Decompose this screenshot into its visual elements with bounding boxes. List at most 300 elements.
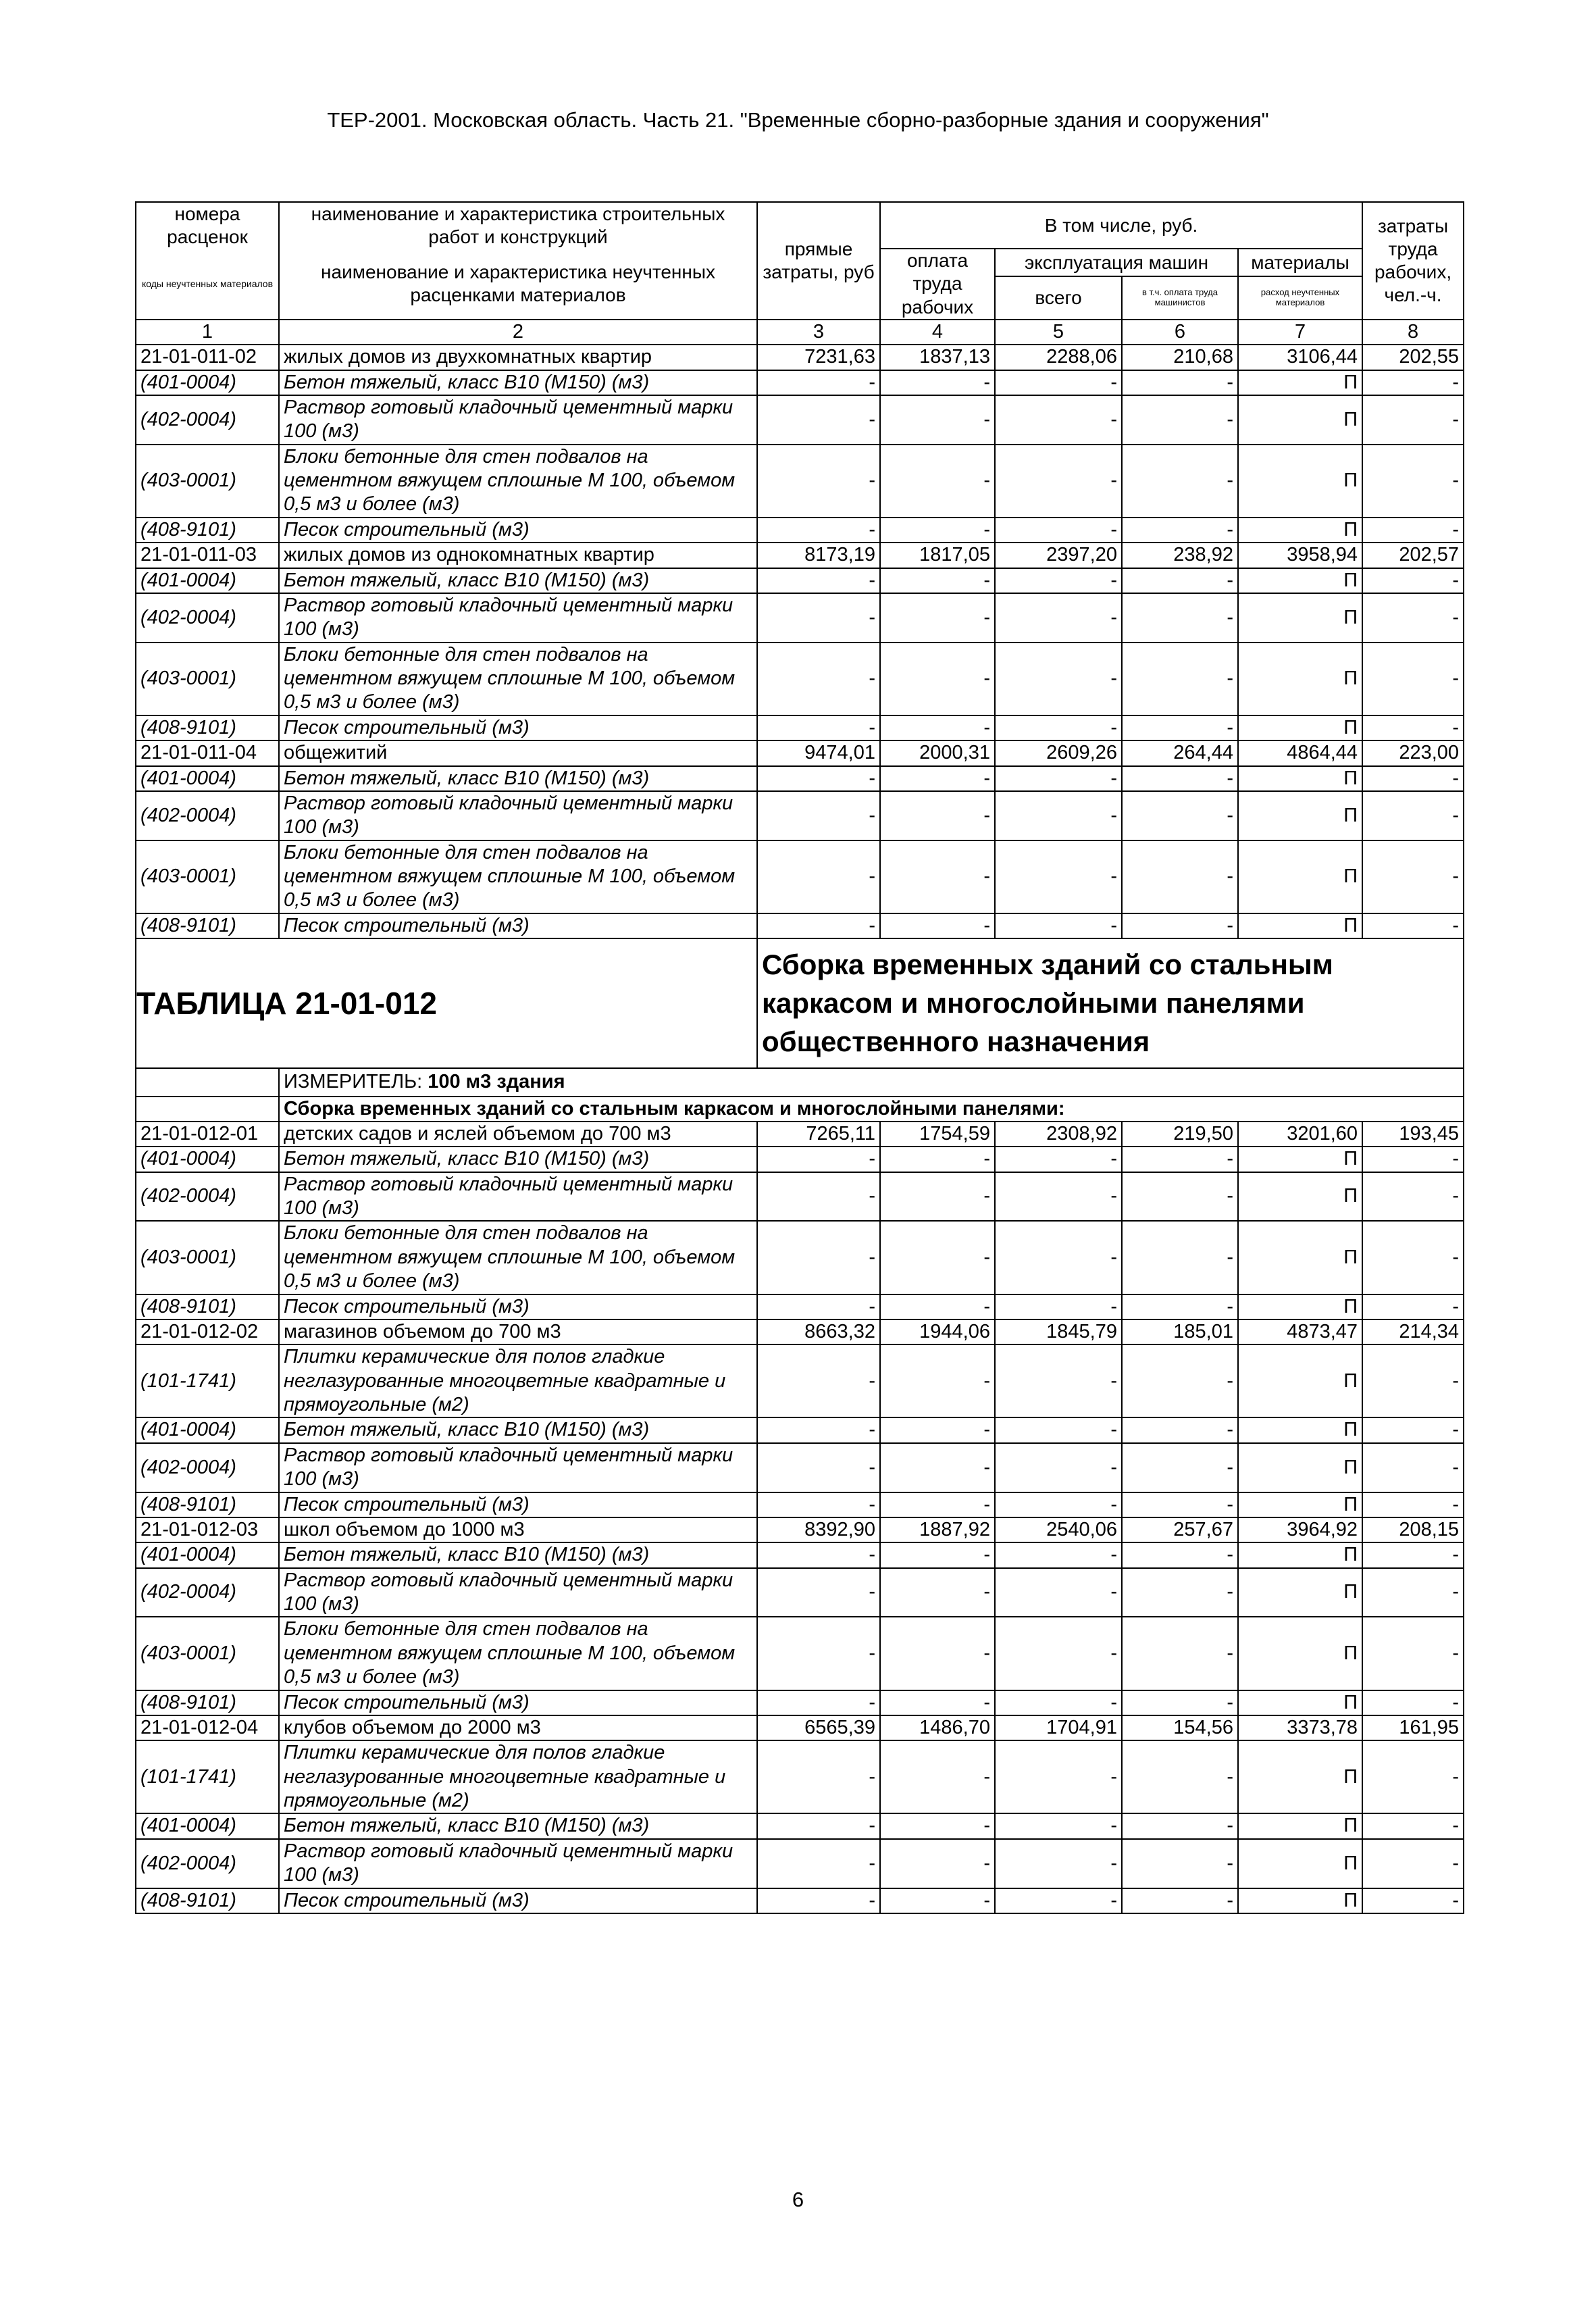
- material-name: Раствор готовый кладочный цементный марки 100 (м3): [279, 593, 757, 643]
- rate-row: [136, 1517, 1464, 1542]
- material-value: -: [1362, 766, 1464, 791]
- rate-name: общежитий: [279, 740, 757, 765]
- section-row: [136, 1097, 1464, 1122]
- material-value: -: [995, 766, 1122, 791]
- material-value: -: [1362, 1172, 1464, 1222]
- material-value: -: [995, 913, 1122, 938]
- material-code: (401-0004): [136, 370, 279, 395]
- material-value: -: [757, 791, 880, 840]
- material-value: -: [1122, 840, 1238, 913]
- material-value: -: [757, 1617, 880, 1690]
- material-code: (402-0004): [136, 1172, 279, 1222]
- material-name: Бетон тяжелый, класс В10 (М150) (м3): [279, 766, 757, 791]
- col-machines-header: эксплуатация машин: [995, 249, 1238, 276]
- material-code: (408-9101): [136, 715, 279, 740]
- material-value: -: [1362, 1221, 1464, 1294]
- material-value: -: [880, 445, 995, 518]
- material-name: Блоки бетонные для стен подвалов на цементном вяжущем сплошные М 100, объемом 0,5 м3 и более (м3): [279, 1617, 757, 1690]
- material-value: П: [1238, 1740, 1362, 1813]
- material-value: -: [757, 1172, 880, 1222]
- material-value: -: [1362, 1344, 1464, 1417]
- material-value: П: [1238, 1542, 1362, 1567]
- material-name: Раствор готовый кладочный цементный марки 100 (м3): [279, 1839, 757, 1888]
- material-value: -: [757, 1542, 880, 1567]
- rate-value: 1817,05: [880, 543, 995, 568]
- material-value: -: [880, 643, 995, 715]
- col-including-header: В том числе, руб.: [880, 202, 1362, 249]
- material-name: Бетон тяжелый, класс В10 (М150) (м3): [279, 1542, 757, 1567]
- rate-name: жилых домов из однокомнатных квартир: [279, 543, 757, 568]
- material-value: -: [757, 395, 880, 445]
- column-number: 8: [1362, 320, 1464, 345]
- material-name: Песок строительный (м3): [279, 1690, 757, 1715]
- material-row: [136, 1813, 1464, 1838]
- material-name: Песок строительный (м3): [279, 1492, 757, 1517]
- column-number: 3: [757, 320, 880, 345]
- material-value: -: [880, 1172, 995, 1222]
- col-machinist-wages-header: в т.ч. оплата труда машинистов: [1122, 276, 1238, 319]
- material-value: -: [995, 1813, 1122, 1838]
- material-value: П: [1238, 370, 1362, 395]
- material-row: [136, 1221, 1464, 1294]
- material-value: -: [880, 1417, 995, 1442]
- material-code: (401-0004): [136, 1417, 279, 1442]
- material-value: -: [995, 791, 1122, 840]
- column-number: 4: [880, 320, 995, 345]
- material-value: -: [995, 1443, 1122, 1492]
- material-row: [136, 1740, 1464, 1813]
- section-title: Сборка временных зданий со стальным каркасом и многослойными панелями:: [279, 1097, 1464, 1122]
- material-name: Раствор готовый кладочный цементный марки 100 (м3): [279, 791, 757, 840]
- material-value: -: [880, 568, 995, 593]
- material-code: (408-9101): [136, 1888, 279, 1913]
- column-number: 6: [1122, 320, 1238, 345]
- material-value: -: [880, 1542, 995, 1567]
- material-code: (403-0001): [136, 445, 279, 518]
- material-value: П: [1238, 1417, 1362, 1442]
- rate-code: 21-01-011-02: [136, 345, 279, 370]
- material-value: П: [1238, 1617, 1362, 1690]
- material-row: [136, 1690, 1464, 1715]
- material-value: -: [880, 1221, 995, 1294]
- material-name: Раствор готовый кладочный цементный марки 100 (м3): [279, 1568, 757, 1617]
- material-value: -: [1122, 568, 1238, 593]
- material-value: -: [1122, 1690, 1238, 1715]
- material-value: -: [1122, 1617, 1238, 1690]
- material-value: -: [757, 1813, 880, 1838]
- rate-value: 8173,19: [757, 543, 880, 568]
- material-value: -: [1122, 1568, 1238, 1617]
- material-code: (401-0004): [136, 766, 279, 791]
- rate-value: 193,45: [1362, 1122, 1464, 1147]
- material-value: П: [1238, 395, 1362, 445]
- col-wages-header: оплата труда рабочих: [880, 249, 995, 319]
- material-value: -: [1122, 1888, 1238, 1913]
- material-value: -: [757, 1690, 880, 1715]
- material-value: -: [1122, 518, 1238, 543]
- material-code: (101-1741): [136, 1344, 279, 1417]
- rate-row: [136, 1715, 1464, 1740]
- material-name: Плитки керамические для полов гладкие неглазурованные многоцветные квадратные и прямоугольные (м2): [279, 1344, 757, 1417]
- material-value: -: [1122, 1542, 1238, 1567]
- material-value: П: [1238, 593, 1362, 643]
- rate-row: [136, 543, 1464, 568]
- material-value: -: [1122, 1740, 1238, 1813]
- column-number: 7: [1238, 320, 1362, 345]
- material-value: -: [1122, 913, 1238, 938]
- material-value: -: [880, 1443, 995, 1492]
- rate-value: 3964,92: [1238, 1517, 1362, 1542]
- rate-code: 21-01-012-04: [136, 1715, 279, 1740]
- material-value: -: [757, 1740, 880, 1813]
- material-value: -: [757, 1888, 880, 1913]
- material-row: [136, 1147, 1464, 1172]
- material-value: -: [995, 1221, 1122, 1294]
- material-value: -: [880, 1294, 995, 1319]
- material-name: Бетон тяжелый, класс В10 (М150) (м3): [279, 370, 757, 395]
- material-value: -: [995, 568, 1122, 593]
- material-code: (402-0004): [136, 593, 279, 643]
- material-value: -: [1122, 1344, 1238, 1417]
- material-row: [136, 840, 1464, 913]
- material-row: [136, 1839, 1464, 1888]
- rate-value: 1887,92: [880, 1517, 995, 1542]
- material-value: П: [1238, 1690, 1362, 1715]
- rate-name: жилых домов из двухкомнатных квартир: [279, 345, 757, 370]
- material-value: -: [995, 1492, 1122, 1517]
- rate-value: 1944,06: [880, 1319, 995, 1344]
- rate-value: 3106,44: [1238, 345, 1362, 370]
- material-code: (402-0004): [136, 395, 279, 445]
- material-name: Плитки керамические для полов гладкие неглазурованные многоцветные квадратные и прямоугольные (м2): [279, 1740, 757, 1813]
- rate-value: 154,56: [1122, 1715, 1238, 1740]
- page-number: 6: [792, 2188, 804, 2211]
- rate-value: 7265,11: [757, 1122, 880, 1147]
- material-row: [136, 1344, 1464, 1417]
- material-value: П: [1238, 1443, 1362, 1492]
- column-number-row: [136, 320, 1464, 345]
- material-value: -: [1362, 1147, 1464, 1172]
- material-value: -: [1362, 1568, 1464, 1617]
- rate-value: 214,34: [1362, 1319, 1464, 1344]
- material-value: -: [995, 1617, 1122, 1690]
- rate-name: магазинов объемом до 700 м3: [279, 1319, 757, 1344]
- material-value: -: [757, 1568, 880, 1617]
- material-value: П: [1238, 1568, 1362, 1617]
- material-value: -: [1362, 1617, 1464, 1690]
- material-value: -: [1362, 568, 1464, 593]
- material-value: -: [1122, 643, 1238, 715]
- material-value: -: [1362, 1813, 1464, 1838]
- material-value: -: [757, 445, 880, 518]
- rate-value: 1704,91: [995, 1715, 1122, 1740]
- material-name: Бетон тяжелый, класс В10 (М150) (м3): [279, 1813, 757, 1838]
- material-value: -: [995, 1294, 1122, 1319]
- material-value: -: [1362, 1740, 1464, 1813]
- material-value: -: [880, 715, 995, 740]
- rate-code: 21-01-012-03: [136, 1517, 279, 1542]
- material-value: -: [757, 715, 880, 740]
- col-name-header: наименование и характеристика строительных работ и конструкций: [279, 202, 757, 249]
- material-value: -: [995, 395, 1122, 445]
- rate-name: клубов объемом до 2000 м3: [279, 1715, 757, 1740]
- rate-value: 202,55: [1362, 345, 1464, 370]
- page-header: ТЕР-2001. Московская область. Часть 21. "Временные сборно-разборные здания и сооружения": [327, 108, 1269, 132]
- material-value: -: [995, 1740, 1122, 1813]
- material-value: -: [880, 1344, 995, 1417]
- material-row: [136, 715, 1464, 740]
- material-value: -: [995, 1147, 1122, 1172]
- rate-value: 3373,78: [1238, 1715, 1362, 1740]
- rate-value: 1754,59: [880, 1122, 995, 1147]
- rate-value: 208,15: [1362, 1517, 1464, 1542]
- material-value: -: [1362, 1443, 1464, 1492]
- material-value: -: [1362, 1492, 1464, 1517]
- material-value: -: [757, 1221, 880, 1294]
- rate-value: 2609,26: [995, 740, 1122, 765]
- material-code: (403-0001): [136, 840, 279, 913]
- rate-value: 4873,47: [1238, 1319, 1362, 1344]
- material-value: -: [757, 518, 880, 543]
- rate-value: 8392,90: [757, 1517, 880, 1542]
- material-value: П: [1238, 1172, 1362, 1222]
- material-value: П: [1238, 568, 1362, 593]
- material-value: -: [1362, 1417, 1464, 1442]
- material-value: -: [995, 593, 1122, 643]
- material-value: П: [1238, 1147, 1362, 1172]
- material-value: -: [757, 913, 880, 938]
- measure: [279, 1068, 1464, 1096]
- material-value: -: [880, 1492, 995, 1517]
- material-name: Бетон тяжелый, класс В10 (М150) (м3): [279, 1147, 757, 1172]
- material-code: (408-9101): [136, 1294, 279, 1319]
- material-value: -: [880, 1147, 995, 1172]
- material-value: -: [995, 370, 1122, 395]
- rates-table: [135, 201, 1464, 1914]
- material-value: -: [995, 1344, 1122, 1417]
- material-value: -: [1122, 1443, 1238, 1492]
- material-value: -: [995, 518, 1122, 543]
- col-material-code-header: коды неучтенных материалов: [136, 249, 279, 319]
- col-material-name-header: наименование и характеристика неучтенных расценками материалов: [279, 249, 757, 319]
- material-value: -: [880, 518, 995, 543]
- rate-value: 219,50: [1122, 1122, 1238, 1147]
- material-code: (403-0001): [136, 643, 279, 715]
- material-row: [136, 913, 1464, 938]
- material-name: Раствор готовый кладочный цементный марки 100 (м3): [279, 1172, 757, 1222]
- rate-name: школ объемом до 1000 м3: [279, 1517, 757, 1542]
- material-code: (401-0004): [136, 1147, 279, 1172]
- material-value: -: [757, 1492, 880, 1517]
- material-value: -: [880, 593, 995, 643]
- material-code: (101-1741): [136, 1740, 279, 1813]
- table-title-row: [136, 938, 1464, 1068]
- col-code-header: номера расценок: [136, 202, 279, 249]
- material-value: -: [880, 1690, 995, 1715]
- material-value: -: [1362, 1542, 1464, 1567]
- material-value: -: [880, 1888, 995, 1913]
- column-number: 1: [136, 320, 279, 345]
- material-code: (401-0004): [136, 568, 279, 593]
- material-value: П: [1238, 766, 1362, 791]
- material-row: [136, 568, 1464, 593]
- material-row: [136, 791, 1464, 840]
- material-value: -: [1362, 1839, 1464, 1888]
- material-value: -: [995, 445, 1122, 518]
- material-value: -: [1362, 643, 1464, 715]
- material-code: (408-9101): [136, 518, 279, 543]
- column-number: 2: [279, 320, 757, 345]
- material-value: -: [995, 1568, 1122, 1617]
- material-name: Блоки бетонные для стен подвалов на цементном вяжущем сплошные М 100, объемом 0,5 м3 и более (м3): [279, 840, 757, 913]
- col-unaccounted-materials-header: расход неучтенных материалов: [1238, 276, 1362, 319]
- material-value: -: [1122, 1172, 1238, 1222]
- rate-row: [136, 1122, 1464, 1147]
- material-value: -: [1362, 593, 1464, 643]
- material-value: -: [757, 370, 880, 395]
- material-row: [136, 395, 1464, 445]
- material-value: П: [1238, 1221, 1362, 1294]
- material-name: Песок строительный (м3): [279, 715, 757, 740]
- material-value: -: [1362, 370, 1464, 395]
- col-machines-total-header: всего: [995, 276, 1122, 319]
- material-value: -: [1362, 913, 1464, 938]
- material-row: [136, 643, 1464, 715]
- rate-value: 161,95: [1362, 1715, 1464, 1740]
- rate-value: 223,00: [1362, 740, 1464, 765]
- material-name: Песок строительный (м3): [279, 518, 757, 543]
- rate-value: 210,68: [1122, 345, 1238, 370]
- material-value: -: [757, 1417, 880, 1442]
- material-value: П: [1238, 715, 1362, 740]
- material-value: -: [880, 1617, 995, 1690]
- material-value: -: [880, 913, 995, 938]
- rate-value: 257,67: [1122, 1517, 1238, 1542]
- material-value: -: [880, 1813, 995, 1838]
- material-code: (403-0001): [136, 1617, 279, 1690]
- material-value: -: [880, 395, 995, 445]
- material-name: Раствор готовый кладочный цементный марки 100 (м3): [279, 395, 757, 445]
- material-code: (408-9101): [136, 913, 279, 938]
- material-value: -: [1362, 1690, 1464, 1715]
- material-value: -: [1122, 1839, 1238, 1888]
- material-code: (402-0004): [136, 1443, 279, 1492]
- material-value: П: [1238, 1294, 1362, 1319]
- material-value: -: [1122, 1417, 1238, 1442]
- material-row: [136, 518, 1464, 543]
- rate-value: 9474,01: [757, 740, 880, 765]
- material-value: -: [757, 840, 880, 913]
- material-value: -: [1122, 395, 1238, 445]
- material-value: -: [995, 643, 1122, 715]
- measure-row: [136, 1068, 1464, 1096]
- material-value: П: [1238, 643, 1362, 715]
- header-row-1: [136, 202, 1464, 249]
- material-value: -: [1362, 791, 1464, 840]
- rate-code: 21-01-011-04: [136, 740, 279, 765]
- material-code: (401-0004): [136, 1813, 279, 1838]
- material-code: (408-9101): [136, 1492, 279, 1517]
- material-name: Песок строительный (м3): [279, 1294, 757, 1319]
- material-value: -: [1122, 1813, 1238, 1838]
- rate-value: 6565,39: [757, 1715, 880, 1740]
- material-code: (401-0004): [136, 1542, 279, 1567]
- material-code: (402-0004): [136, 1839, 279, 1888]
- material-row: [136, 1492, 1464, 1517]
- material-name: Песок строительный (м3): [279, 1888, 757, 1913]
- rate-name: детских садов и яслей объемом до 700 м3: [279, 1122, 757, 1147]
- material-name: Раствор готовый кладочный цементный марки 100 (м3): [279, 1443, 757, 1492]
- material-value: -: [1362, 518, 1464, 543]
- material-value: П: [1238, 1344, 1362, 1417]
- rate-value: 1837,13: [880, 345, 995, 370]
- material-row: [136, 1172, 1464, 1222]
- material-code: (403-0001): [136, 1221, 279, 1294]
- material-value: П: [1238, 913, 1362, 938]
- material-row: [136, 1443, 1464, 1492]
- material-value: -: [1362, 840, 1464, 913]
- rate-value: 185,01: [1122, 1319, 1238, 1344]
- material-value: -: [757, 643, 880, 715]
- rate-code: 21-01-011-03: [136, 543, 279, 568]
- rate-value: 1486,70: [880, 1715, 995, 1740]
- rate-value: 2540,06: [995, 1517, 1122, 1542]
- material-value: П: [1238, 445, 1362, 518]
- material-name: Блоки бетонные для стен подвалов на цементном вяжущем сплошные М 100, объемом 0,5 м3 и более (м3): [279, 1221, 757, 1294]
- rate-value: 2000,31: [880, 740, 995, 765]
- col-direct-costs-header: прямые затраты, руб: [757, 202, 880, 320]
- measure-value: 100 м3 здания: [428, 1071, 565, 1093]
- material-value: -: [995, 1690, 1122, 1715]
- material-row: [136, 445, 1464, 518]
- material-value: -: [995, 840, 1122, 913]
- table-description: Сборка временных зданий со стальным каркасом и многослойными панелями общественного назначения: [757, 938, 1464, 1068]
- material-value: -: [995, 1542, 1122, 1567]
- column-number: 5: [995, 320, 1122, 345]
- material-value: -: [1122, 715, 1238, 740]
- material-value: -: [1122, 1221, 1238, 1294]
- material-code: (408-9101): [136, 1690, 279, 1715]
- rate-row: [136, 1319, 1464, 1344]
- material-value: -: [1362, 395, 1464, 445]
- material-value: -: [880, 1740, 995, 1813]
- material-value: -: [757, 1344, 880, 1417]
- material-value: П: [1238, 1839, 1362, 1888]
- material-name: Песок строительный (м3): [279, 913, 757, 938]
- col-materials-group-header: материалы: [1238, 249, 1362, 276]
- material-row: [136, 1888, 1464, 1913]
- rate-value: 3201,60: [1238, 1122, 1362, 1147]
- material-value: -: [1122, 593, 1238, 643]
- rate-row: [136, 345, 1464, 370]
- material-value: П: [1238, 840, 1362, 913]
- rate-value: 2288,06: [995, 345, 1122, 370]
- material-row: [136, 370, 1464, 395]
- rate-value: 3958,94: [1238, 543, 1362, 568]
- rate-value: 264,44: [1122, 740, 1238, 765]
- material-value: -: [995, 1417, 1122, 1442]
- material-value: -: [1362, 715, 1464, 740]
- material-value: -: [757, 593, 880, 643]
- rate-code: 21-01-012-02: [136, 1319, 279, 1344]
- material-value: -: [880, 1568, 995, 1617]
- rate-value: 8663,32: [757, 1319, 880, 1344]
- material-value: П: [1238, 791, 1362, 840]
- rate-code: 21-01-012-01: [136, 1122, 279, 1147]
- material-value: -: [1122, 791, 1238, 840]
- material-value: -: [995, 1839, 1122, 1888]
- rate-value: 238,92: [1122, 543, 1238, 568]
